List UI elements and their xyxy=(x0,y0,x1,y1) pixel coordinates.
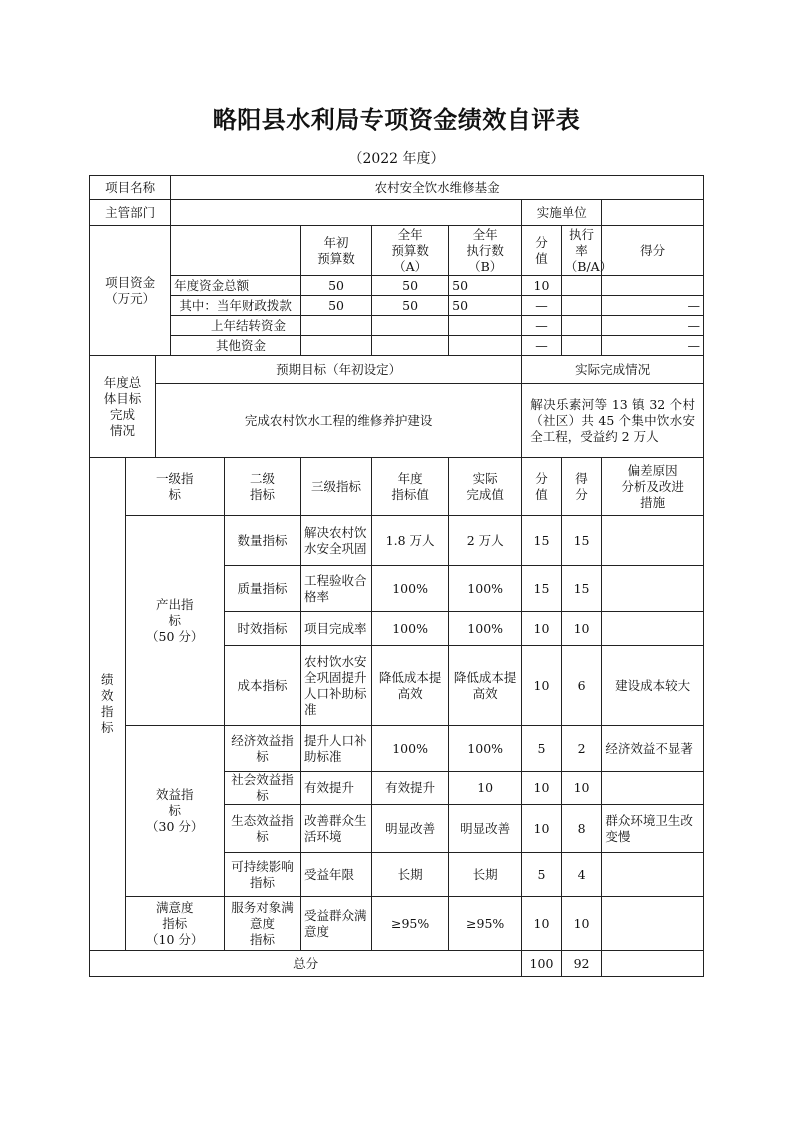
perf-group-benefit: 效益指 标 （30 分） xyxy=(125,726,224,897)
implementing-unit-label: 实施单位 xyxy=(522,200,602,226)
funds-header-rate: 执行率 （B/A） xyxy=(561,226,602,276)
perf-group-output: 产出指 标 （50 分） xyxy=(125,516,224,726)
perf-row-target: ≥95% xyxy=(372,897,449,951)
total-score: 92 xyxy=(561,951,602,977)
funds-row-initial xyxy=(301,316,372,336)
perf-row-score: 15 xyxy=(561,566,602,612)
performance-header-row xyxy=(90,458,704,516)
perf-header-level2: 二级 指标 xyxy=(224,458,300,516)
funds-header-initial: 年初 预算数 xyxy=(301,226,372,276)
funds-row xyxy=(90,276,704,296)
perf-row-level2: 经济效益指标 xyxy=(224,726,300,772)
perf-row-level2: 时效指标 xyxy=(224,612,300,646)
funds-header-score: 得分 xyxy=(602,226,704,276)
perf-row-level3: 有效提升 xyxy=(301,772,372,805)
performance-label: 绩 效 指 标 xyxy=(90,458,126,951)
perf-row-actual: 100% xyxy=(449,612,522,646)
funds-header-executed: 全年 执行数 （B） xyxy=(449,226,522,276)
perf-row-score-value: 5 xyxy=(522,726,562,772)
funds-row-name: 其中：当年财政拨款 xyxy=(171,296,301,316)
funds-row xyxy=(90,336,704,356)
funds-row-score: — xyxy=(602,336,704,356)
department-value xyxy=(171,200,522,226)
perf-row-score-value: 5 xyxy=(522,853,562,897)
perf-row-actual: 长期 xyxy=(449,853,522,897)
goals-label: 年度总 体目标 完成 情况 xyxy=(90,356,156,458)
funds-row-annual: 50 xyxy=(372,276,449,296)
funds-row-name: 上年结转资金 xyxy=(171,316,301,336)
perf-row-level3: 农村饮水安全巩固提升人口补助标准 xyxy=(301,646,372,726)
perf-row-score-value: 10 xyxy=(522,612,562,646)
total-row xyxy=(90,951,704,977)
funds-label: 项目资金 （万元） xyxy=(90,226,171,356)
funds-row-score: — xyxy=(602,296,704,316)
funds-row-name: 其他资金 xyxy=(171,336,301,356)
perf-row-score: 6 xyxy=(561,646,602,726)
perf-row-level2: 社会效益指标 xyxy=(224,772,300,805)
perf-row-note xyxy=(602,566,704,612)
perf-row-level2: 生态效益指标 xyxy=(224,805,300,853)
perf-header-level3: 三级指标 xyxy=(301,458,372,516)
perf-row-score: 10 xyxy=(561,897,602,951)
funds-row-rate xyxy=(561,296,602,316)
perf-row-actual: 明显改善 xyxy=(449,805,522,853)
perf-row-actual: 100% xyxy=(449,566,522,612)
perf-row-level3: 项目完成率 xyxy=(301,612,372,646)
funds-row-score-value: — xyxy=(522,316,562,336)
perf-row-target: 100% xyxy=(372,612,449,646)
perf-row-target: 明显改善 xyxy=(372,805,449,853)
funds-row-score-value: — xyxy=(522,336,562,356)
perf-row-level3: 受益年限 xyxy=(301,853,372,897)
funds-row-name: 年度资金总额 xyxy=(171,276,301,296)
perf-row-actual: ≥95% xyxy=(449,897,522,951)
perf-row-actual: 2 万人 xyxy=(449,516,522,566)
perf-row-level2: 服务对象满意度 指标 xyxy=(224,897,300,951)
document-year: （2022 年度） xyxy=(348,151,445,167)
total-note xyxy=(602,951,704,977)
funds-row-score: — xyxy=(602,316,704,336)
funds-row-initial xyxy=(301,336,372,356)
funds-row-executed xyxy=(449,336,522,356)
funds-row xyxy=(90,296,704,316)
perf-row-actual: 100% xyxy=(449,726,522,772)
funds-header-row xyxy=(90,226,704,276)
perf-row-level2: 数量指标 xyxy=(224,516,300,566)
perf-row-note xyxy=(602,853,704,897)
document-title: 略阳县水利局专项资金绩效自评表 xyxy=(212,105,581,134)
perf-row-level2: 质量指标 xyxy=(224,566,300,612)
perf-row-target: 1.8 万人 xyxy=(372,516,449,566)
funds-row-rate xyxy=(561,336,602,356)
perf-row-level3: 改善群众生活环境 xyxy=(301,805,372,853)
funds-row-executed xyxy=(449,316,522,336)
perf-group-satisfaction: 满意度 指标 （10 分） xyxy=(125,897,224,951)
perf-row-score: 10 xyxy=(561,612,602,646)
perf-header-target: 年度 指标值 xyxy=(372,458,449,516)
perf-row-score: 8 xyxy=(561,805,602,853)
department-label: 主管部门 xyxy=(90,200,171,226)
perf-row-score-value: 10 xyxy=(522,805,562,853)
perf-row-note xyxy=(602,772,704,805)
funds-row xyxy=(90,316,704,336)
perf-row-note: 建设成本较大 xyxy=(602,646,704,726)
perf-row-level3: 解决农村饮水安全巩固 xyxy=(301,516,372,566)
department-row xyxy=(90,200,704,226)
total-value: 100 xyxy=(522,951,562,977)
project-name-label: 项目名称 xyxy=(90,176,171,200)
perf-row-level3: 受益群众满意度 xyxy=(301,897,372,951)
perf-row-score: 2 xyxy=(561,726,602,772)
funds-row-rate xyxy=(561,316,602,336)
perf-row-note: 群众环境卫生改变慢 xyxy=(602,805,704,853)
perf-row-score-value: 10 xyxy=(522,897,562,951)
perf-row xyxy=(90,897,704,951)
perf-header-deviation: 偏差原因 分析及改进 措施 xyxy=(602,458,704,516)
perf-row-score-value: 15 xyxy=(522,566,562,612)
goals-actual-header: 实际完成情况 xyxy=(522,356,704,384)
perf-row-score: 10 xyxy=(561,772,602,805)
funds-name-header xyxy=(171,226,301,276)
perf-row-target: 100% xyxy=(372,726,449,772)
funds-row-score-value: — xyxy=(522,296,562,316)
perf-row-actual: 10 xyxy=(449,772,522,805)
perf-row xyxy=(90,516,704,566)
funds-row-annual xyxy=(372,316,449,336)
perf-row-score-value: 10 xyxy=(522,772,562,805)
self-evaluation-table xyxy=(89,175,704,977)
perf-row-note xyxy=(602,612,704,646)
funds-row-score-value: 10 xyxy=(522,276,562,296)
goals-actual-text: 解决乐素河等 13 镇 32 个村（社区）共 45 个集中饮水安全工程，受益约 2 万人 xyxy=(522,384,704,458)
perf-row-note: 经济效益不显著 xyxy=(602,726,704,772)
funds-row-executed: 50 xyxy=(449,296,522,316)
total-label: 总分 xyxy=(90,951,522,977)
perf-row-level3: 工程验收合格率 xyxy=(301,566,372,612)
implementing-unit-value xyxy=(602,200,704,226)
funds-row-annual xyxy=(372,336,449,356)
funds-row-initial: 50 xyxy=(301,276,372,296)
perf-row-score: 4 xyxy=(561,853,602,897)
perf-row xyxy=(90,726,704,772)
funds-row-rate xyxy=(561,276,602,296)
funds-header-score-value: 分 值 xyxy=(522,226,562,276)
perf-row-target: 有效提升 xyxy=(372,772,449,805)
perf-row-score: 15 xyxy=(561,516,602,566)
goals-content-row xyxy=(90,384,704,458)
funds-header-annual: 全年 预算数 （A） xyxy=(372,226,449,276)
goals-header-row xyxy=(90,356,704,384)
project-name-value: 农村安全饮水维修基金 xyxy=(171,176,704,200)
goals-expected-header: 预期目标（年初设定） xyxy=(155,356,521,384)
perf-row-target: 长期 xyxy=(372,853,449,897)
perf-row-level3: 提升人口补助标准 xyxy=(301,726,372,772)
funds-row-annual: 50 xyxy=(372,296,449,316)
perf-header-actual: 实际 完成值 xyxy=(449,458,522,516)
perf-row-target: 100% xyxy=(372,566,449,612)
perf-header-score: 得 分 xyxy=(561,458,602,516)
project-name-row xyxy=(90,176,704,200)
funds-row-initial: 50 xyxy=(301,296,372,316)
perf-header-level1: 一级指 标 xyxy=(125,458,224,516)
perf-header-score-value: 分 值 xyxy=(522,458,562,516)
perf-row-level2: 可持续影响 指标 xyxy=(224,853,300,897)
perf-row-actual: 降低成本提高效 xyxy=(449,646,522,726)
perf-row-note xyxy=(602,897,704,951)
funds-row-score xyxy=(602,276,704,296)
funds-row-executed: 50 xyxy=(449,276,522,296)
perf-row-note xyxy=(602,516,704,566)
goals-expected-text: 完成农村饮水工程的维修养护建设 xyxy=(155,384,521,458)
perf-row-score-value: 10 xyxy=(522,646,562,726)
perf-row-target: 降低成本提高效 xyxy=(372,646,449,726)
perf-row-level2: 成本指标 xyxy=(224,646,300,726)
perf-row-score-value: 15 xyxy=(522,516,562,566)
